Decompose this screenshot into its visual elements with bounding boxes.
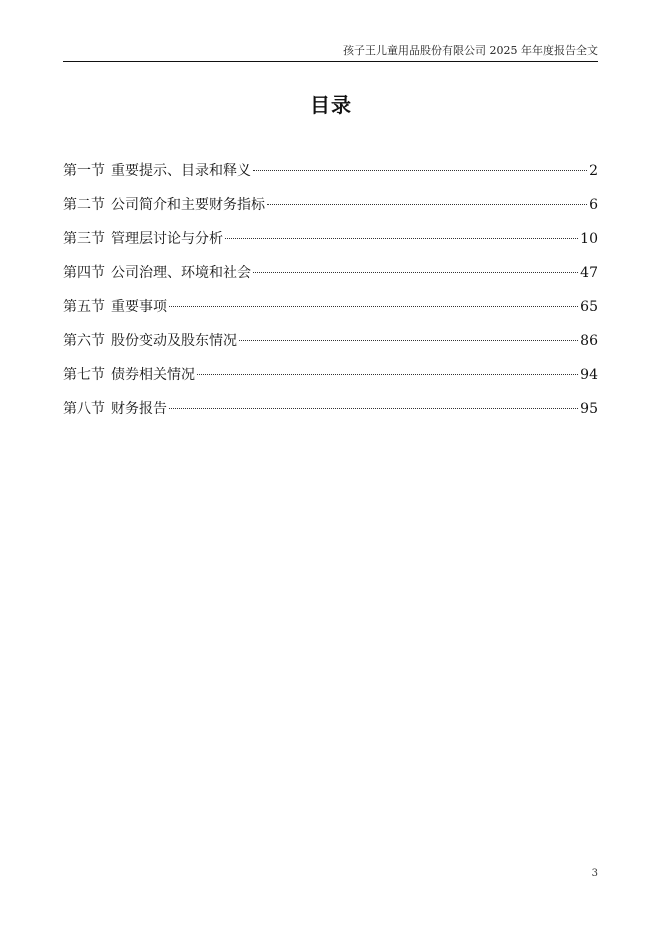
toc-entry-8[interactable] bbox=[63, 398, 598, 432]
toc-entry-3[interactable] bbox=[63, 228, 598, 262]
toc-dot-leader bbox=[253, 170, 587, 171]
toc-dot-leader bbox=[225, 238, 578, 239]
toc-section-number: 第三节 bbox=[63, 231, 105, 247]
toc-section-name: 公司治理、环境和社会 bbox=[111, 265, 251, 281]
toc-section-number: 第二节 bbox=[63, 197, 105, 213]
toc-section-name: 重要事项 bbox=[111, 299, 167, 315]
toc-section-number: 第一节 bbox=[63, 163, 105, 179]
toc-page-number: 10 bbox=[580, 231, 598, 247]
toc-list bbox=[63, 160, 598, 432]
header-divider bbox=[63, 61, 598, 62]
toc-entry-6[interactable] bbox=[63, 330, 598, 364]
toc-section-name: 公司简介和主要财务指标 bbox=[111, 197, 265, 213]
toc-dot-leader bbox=[267, 204, 587, 205]
toc-section-number: 第四节 bbox=[63, 265, 105, 281]
toc-dot-leader bbox=[197, 374, 578, 375]
toc-entry-1[interactable] bbox=[63, 160, 598, 194]
toc-section-name: 财务报告 bbox=[111, 401, 167, 417]
toc-section-number: 第七节 bbox=[63, 367, 105, 383]
toc-page-number: 65 bbox=[580, 299, 598, 315]
toc-section-name: 管理层讨论与分析 bbox=[111, 231, 223, 247]
toc-entry-2[interactable] bbox=[63, 194, 598, 228]
toc-section-name: 重要提示、目录和释义 bbox=[111, 163, 251, 179]
running-header-title: 孩子王儿童用品股份有限公司 2025 年年度报告全文 bbox=[343, 44, 598, 57]
toc-title: 目录 bbox=[310, 93, 352, 117]
toc-section-number: 第六节 bbox=[63, 333, 105, 349]
toc-dot-leader bbox=[169, 306, 578, 307]
toc-entry-7[interactable] bbox=[63, 364, 598, 398]
toc-section-name: 股份变动及股东情况 bbox=[111, 333, 237, 349]
toc-page-number: 6 bbox=[589, 197, 598, 213]
toc-dot-leader bbox=[239, 340, 578, 341]
toc-section-number: 第五节 bbox=[63, 299, 105, 315]
toc-section-name: 债券相关情况 bbox=[111, 367, 195, 383]
toc-dot-leader bbox=[253, 272, 578, 273]
page-number: 3 bbox=[591, 868, 598, 879]
toc-page-number: 95 bbox=[580, 401, 598, 417]
toc-page-number: 2 bbox=[589, 163, 598, 179]
toc-section-number: 第八节 bbox=[63, 401, 105, 417]
toc-entry-5[interactable] bbox=[63, 296, 598, 330]
toc-page-number: 94 bbox=[580, 367, 598, 383]
toc-entry-4[interactable] bbox=[63, 262, 598, 296]
toc-page-number: 47 bbox=[580, 265, 598, 281]
toc-page-number: 86 bbox=[580, 333, 598, 349]
toc-dot-leader bbox=[169, 408, 578, 409]
